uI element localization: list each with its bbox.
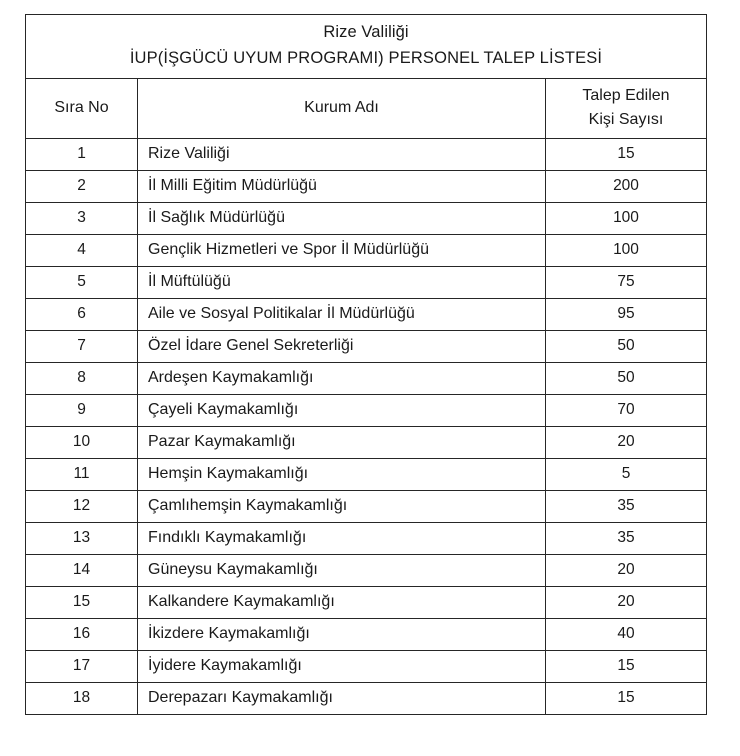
table-title-row	[26, 15, 707, 79]
row-sira-no: 6	[26, 298, 138, 330]
row-kurum-adi: İkizdere Kaymakamlığı	[138, 618, 546, 650]
row-sira-no: 10	[26, 426, 138, 458]
table-row	[26, 458, 707, 490]
document-title-line-2: İUP(İŞGÜCÜ UYUM PROGRAMI) PERSONEL TALEP LİSTESİ	[129, 49, 603, 68]
table-row	[26, 682, 707, 714]
table-row	[26, 138, 707, 170]
row-sira-no: 4	[26, 234, 138, 266]
row-sira-no: 2	[26, 170, 138, 202]
row-talep-sayisi: 20	[546, 426, 707, 458]
row-kurum-adi: Ardeşen Kaymakamlığı	[138, 362, 546, 394]
table-row	[26, 170, 707, 202]
row-kurum-adi: Rize Valiliği	[138, 138, 546, 170]
row-talep-sayisi: 95	[546, 298, 707, 330]
row-talep-sayisi: 50	[546, 330, 707, 362]
table-row	[26, 394, 707, 426]
row-kurum-adi: Gençlik Hizmetleri ve Spor İl Müdürlüğü	[138, 234, 546, 266]
row-talep-sayisi: 50	[546, 362, 707, 394]
row-sira-no: 12	[26, 490, 138, 522]
row-sira-no: 1	[26, 138, 138, 170]
document-title-cell	[26, 15, 707, 79]
row-talep-sayisi: 100	[546, 234, 707, 266]
row-sira-no: 17	[26, 650, 138, 682]
column-header-talep-edilen-kisi-sayisi	[546, 78, 707, 138]
column-header-kurum-adi-label: Kurum Adı	[304, 99, 379, 117]
row-talep-sayisi: 75	[546, 266, 707, 298]
row-sira-no: 18	[26, 682, 138, 714]
row-kurum-adi: Özel İdare Genel Sekreterliği	[138, 330, 546, 362]
table-body	[26, 15, 707, 715]
table-row	[26, 650, 707, 682]
column-header-talep-line-2: Kişi Sayısı	[588, 111, 664, 129]
row-kurum-adi: İl Sağlık Müdürlüğü	[138, 202, 546, 234]
row-sira-no: 5	[26, 266, 138, 298]
row-kurum-adi: Çayeli Kaymakamlığı	[138, 394, 546, 426]
row-kurum-adi: Güneysu Kaymakamlığı	[138, 554, 546, 586]
row-kurum-adi: İl Müftülüğü	[138, 266, 546, 298]
document-title-line-1: Rize Valiliği	[323, 23, 409, 41]
row-talep-sayisi: 15	[546, 682, 707, 714]
table-row	[26, 362, 707, 394]
row-talep-sayisi: 15	[546, 650, 707, 682]
row-sira-no: 8	[26, 362, 138, 394]
row-talep-sayisi: 70	[546, 394, 707, 426]
row-sira-no: 13	[26, 522, 138, 554]
column-header-sira-no-label: Sıra No	[54, 99, 109, 117]
table-row	[26, 522, 707, 554]
row-talep-sayisi: 100	[546, 202, 707, 234]
row-kurum-adi: Derepazarı Kaymakamlığı	[138, 682, 546, 714]
row-sira-no: 9	[26, 394, 138, 426]
table-row	[26, 330, 707, 362]
row-kurum-adi: Çamlıhemşin Kaymakamlığı	[138, 490, 546, 522]
row-kurum-adi: Kalkandere Kaymakamlığı	[138, 586, 546, 618]
row-sira-no: 16	[26, 618, 138, 650]
row-kurum-adi: Pazar Kaymakamlığı	[138, 426, 546, 458]
row-kurum-adi: İyidere Kaymakamlığı	[138, 650, 546, 682]
column-header-kurum-adi	[138, 78, 546, 138]
row-sira-no: 15	[26, 586, 138, 618]
table-row	[26, 234, 707, 266]
personnel-request-table	[25, 14, 707, 715]
row-sira-no: 11	[26, 458, 138, 490]
table-row	[26, 618, 707, 650]
table-header-row	[26, 78, 707, 138]
row-sira-no: 7	[26, 330, 138, 362]
table-row	[26, 426, 707, 458]
row-kurum-adi: Hemşin Kaymakamlığı	[138, 458, 546, 490]
row-talep-sayisi: 15	[546, 138, 707, 170]
table-row	[26, 490, 707, 522]
table-row	[26, 202, 707, 234]
row-kurum-adi: İl Milli Eğitim Müdürlüğü	[138, 170, 546, 202]
column-header-sira-no	[26, 78, 138, 138]
row-talep-sayisi: 35	[546, 490, 707, 522]
row-talep-sayisi: 20	[546, 554, 707, 586]
row-sira-no: 3	[26, 202, 138, 234]
table-row	[26, 266, 707, 298]
row-talep-sayisi: 20	[546, 586, 707, 618]
row-talep-sayisi: 35	[546, 522, 707, 554]
row-talep-sayisi: 200	[546, 170, 707, 202]
row-talep-sayisi: 40	[546, 618, 707, 650]
table-row	[26, 586, 707, 618]
row-kurum-adi: Fındıklı Kaymakamlığı	[138, 522, 546, 554]
column-header-talep-line-1: Talep Edilen	[582, 87, 670, 105]
table-row	[26, 554, 707, 586]
row-sira-no: 14	[26, 554, 138, 586]
row-kurum-adi: Aile ve Sosyal Politikalar İl Müdürlüğü	[138, 298, 546, 330]
table-row	[26, 298, 707, 330]
row-talep-sayisi: 5	[546, 458, 707, 490]
